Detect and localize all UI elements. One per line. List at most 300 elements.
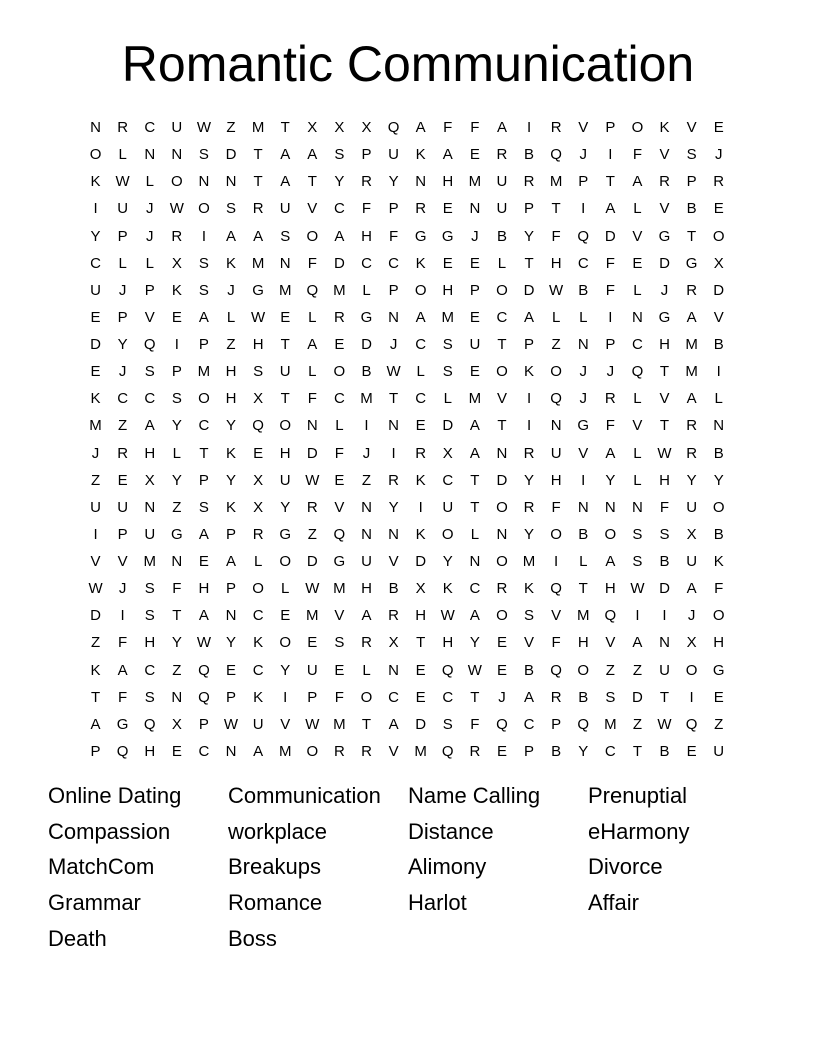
grid-letter: E xyxy=(171,308,182,326)
grid-letter: F xyxy=(714,580,724,598)
grid-letter: C xyxy=(117,390,129,408)
grid-letter: G xyxy=(685,254,698,272)
grid-letter: B xyxy=(551,742,562,760)
grid-letter: W xyxy=(169,200,184,218)
grid-letter: G xyxy=(252,281,264,299)
grid-letter: U xyxy=(388,146,399,164)
grid-letter: U xyxy=(117,498,129,516)
grid-letter: O xyxy=(279,634,292,652)
grid-letter: H xyxy=(550,254,562,272)
grid-letter: S xyxy=(632,525,643,543)
grid-letter: I xyxy=(608,146,613,164)
grid-letter: M xyxy=(333,281,346,299)
grid-letter: Q xyxy=(116,742,129,760)
grid-letter: R xyxy=(252,525,264,543)
grid-letter: F xyxy=(307,390,317,408)
grid-letter: D xyxy=(523,281,535,299)
grid-letter: M xyxy=(278,281,292,299)
grid-letter: U xyxy=(117,200,129,218)
grid-letter: P xyxy=(226,580,237,598)
grid-letter: L xyxy=(145,173,154,191)
grid-letter: N xyxy=(361,525,372,543)
grid-letter: E xyxy=(442,254,453,272)
grid-letter: E xyxy=(632,254,643,272)
grid-letter: H xyxy=(659,471,670,489)
grid-letter: O xyxy=(252,580,264,598)
grid-letter: I xyxy=(662,607,667,625)
grid-letter: V xyxy=(334,498,345,516)
grid-letter: E xyxy=(226,661,237,679)
grid-letter: P xyxy=(198,336,209,354)
grid-letter: U xyxy=(361,553,372,571)
grid-letter: O xyxy=(306,227,319,245)
grid-letter: C xyxy=(252,661,264,679)
grid-letter: P xyxy=(226,525,237,543)
grid-letter: Y xyxy=(226,634,237,652)
grid-letter: T xyxy=(470,498,480,516)
grid-letter: R xyxy=(117,119,129,137)
grid-letter: J xyxy=(145,227,154,245)
grid-letter: R xyxy=(686,444,698,462)
grid-letter: W xyxy=(196,119,211,137)
grid-letter: L xyxy=(714,390,723,408)
grid-letter: W xyxy=(305,715,320,733)
grid-letter: H xyxy=(361,227,372,245)
grid-letter: Z xyxy=(172,498,182,516)
grid-letter: R xyxy=(361,634,372,652)
grid-letter: N xyxy=(496,444,508,462)
grid-letter: N xyxy=(388,417,399,435)
word-list-item: Online Dating xyxy=(48,782,182,808)
grid-letter: A xyxy=(144,417,155,435)
grid-letter: H xyxy=(279,444,291,462)
grid-letter: A xyxy=(469,417,480,435)
grid-letter: E xyxy=(469,308,480,326)
grid-letter: C xyxy=(604,742,616,760)
grid-letter: L xyxy=(362,281,371,299)
grid-letter: K xyxy=(226,498,237,516)
grid-letter: U xyxy=(686,553,698,571)
grid-letter: Y xyxy=(388,173,399,191)
grid-letter: X xyxy=(415,580,426,598)
grid-letter: H xyxy=(550,471,562,489)
grid-letter: W xyxy=(305,580,320,598)
grid-letter: Y xyxy=(280,661,291,679)
grid-letter: G xyxy=(170,525,183,543)
grid-letter: Q xyxy=(198,661,210,679)
grid-letter: B xyxy=(686,200,697,218)
grid-letter: E xyxy=(171,742,182,760)
grid-letter: L xyxy=(633,390,642,408)
grid-letter: K xyxy=(253,688,264,706)
grid-letter: I xyxy=(283,688,288,706)
grid-letter: C xyxy=(333,200,345,218)
grid-letter: P xyxy=(117,308,128,326)
grid-letter: W xyxy=(630,580,645,598)
grid-letter: R xyxy=(523,444,535,462)
grid-letter: W xyxy=(440,607,455,625)
grid-letter: D xyxy=(604,227,616,245)
grid-letter: E xyxy=(334,661,345,679)
grid-letter: U xyxy=(90,498,101,516)
grid-letter: I xyxy=(418,498,423,516)
grid-letter: K xyxy=(415,525,426,543)
grid-letter: H xyxy=(361,580,372,598)
grid-letter: Z xyxy=(632,661,642,679)
grid-letter: N xyxy=(388,661,399,679)
word-list-item: Romance xyxy=(228,890,323,916)
grid-letter: S xyxy=(198,254,209,272)
grid-letter: Q xyxy=(631,363,644,381)
grid-letter: N xyxy=(225,742,237,760)
grid-letter: S xyxy=(144,580,155,598)
grid-letter: N xyxy=(550,417,562,435)
grid-letter: I xyxy=(554,553,559,571)
grid-letter: Y xyxy=(171,471,182,489)
grid-letter: T xyxy=(497,417,507,435)
grid-letter: M xyxy=(89,417,102,435)
grid-letter: O xyxy=(685,661,698,679)
grid-letter: T xyxy=(307,173,317,191)
grid-letter: T xyxy=(605,173,615,191)
grid-letter: T xyxy=(253,146,263,164)
grid-letter: R xyxy=(496,146,508,164)
grid-letter: V xyxy=(388,742,399,760)
grid-letter: T xyxy=(416,634,426,652)
grid-letter: Y xyxy=(388,498,399,516)
grid-letter: D xyxy=(361,336,372,354)
grid-letter: S xyxy=(198,146,209,164)
grid-letter: L xyxy=(633,471,642,489)
grid-letter: E xyxy=(280,308,291,326)
grid-letter: Y xyxy=(469,634,480,652)
grid-letter: X xyxy=(307,119,318,137)
grid-letter: P xyxy=(307,688,318,706)
grid-letter: F xyxy=(605,281,615,299)
grid-letter: A xyxy=(524,308,535,326)
grid-letter: N xyxy=(388,308,399,326)
grid-letter: P xyxy=(388,281,399,299)
grid-letter: E xyxy=(307,634,318,652)
grid-letter: G xyxy=(279,525,292,543)
grid-letter: O xyxy=(441,525,454,543)
grid-letter: J xyxy=(145,200,154,218)
grid-letter: Z xyxy=(90,634,101,652)
grid-letter: Q xyxy=(143,715,156,733)
grid-letter: Q xyxy=(441,742,454,760)
grid-letter: E xyxy=(713,119,724,137)
grid-letter: V xyxy=(524,634,535,652)
grid-letter: C xyxy=(632,336,643,354)
grid-letter: C xyxy=(442,471,454,489)
grid-letter: E xyxy=(415,417,426,435)
grid-letter: F xyxy=(605,254,615,272)
grid-letter: B xyxy=(578,525,589,543)
grid-letter: B xyxy=(496,227,507,245)
grid-letter: D xyxy=(632,688,643,706)
grid-letter: U xyxy=(279,200,291,218)
grid-letter: F xyxy=(388,227,399,245)
grid-letter: Z xyxy=(632,715,642,733)
grid-letter: M xyxy=(333,715,346,733)
grid-letter: E xyxy=(496,661,507,679)
page-title: Romantic Communication xyxy=(121,36,695,92)
grid-letter: T xyxy=(388,390,399,408)
grid-letter: A xyxy=(198,525,209,543)
word-list-item: Harlot xyxy=(408,890,467,916)
grid-letter: D xyxy=(333,254,345,272)
grid-letter: H xyxy=(659,336,670,354)
grid-letter: T xyxy=(632,742,642,760)
grid-letter: B xyxy=(524,661,535,679)
grid-letter: S xyxy=(605,688,616,706)
grid-letter: S xyxy=(198,281,209,299)
grid-letter: S xyxy=(632,553,643,571)
grid-letter: H xyxy=(144,634,156,652)
grid-letter: A xyxy=(334,227,345,245)
letter-grid xyxy=(82,114,732,765)
grid-letter: O xyxy=(279,553,292,571)
grid-letter: R xyxy=(550,688,562,706)
grid-letter: O xyxy=(577,661,590,679)
grid-letter: L xyxy=(281,580,290,598)
grid-letter: C xyxy=(144,390,156,408)
grid-letter: L xyxy=(633,444,642,462)
grid-letter: Q xyxy=(577,227,590,245)
grid-letter: Q xyxy=(143,336,156,354)
grid-letter: T xyxy=(172,607,182,625)
word-list-item: workplace xyxy=(228,818,328,844)
grid-letter: A xyxy=(415,308,426,326)
grid-letter: Q xyxy=(306,281,319,299)
grid-letter: F xyxy=(632,146,642,164)
grid-letter: V xyxy=(551,607,562,625)
grid-letter: A xyxy=(686,580,697,598)
grid-letter: R xyxy=(388,607,399,625)
grid-letter: K xyxy=(524,363,535,381)
grid-letter: Q xyxy=(550,661,562,679)
grid-letter: O xyxy=(333,363,346,381)
grid-letter: T xyxy=(470,471,480,489)
grid-letter: A xyxy=(632,173,643,191)
grid-letter: M xyxy=(197,363,211,381)
grid-letter: P xyxy=(198,715,209,733)
grid-letter: Z xyxy=(118,417,128,435)
grid-letter: U xyxy=(306,661,318,679)
grid-letter: U xyxy=(144,525,156,543)
grid-letter: Z xyxy=(307,525,317,543)
grid-letter: W xyxy=(196,634,211,652)
grid-letter: B xyxy=(713,336,724,354)
grid-letter: J xyxy=(118,363,127,381)
grid-letter: T xyxy=(470,688,480,706)
grid-letter: G xyxy=(441,227,454,245)
grid-letter: M xyxy=(333,580,346,598)
grid-letter: O xyxy=(496,553,508,571)
grid-letter: R xyxy=(659,173,670,191)
grid-letter: R xyxy=(361,173,372,191)
grid-letter: E xyxy=(117,471,128,489)
grid-letter: P xyxy=(686,173,697,191)
grid-letter: N xyxy=(198,173,210,191)
grid-letter: L xyxy=(335,417,344,435)
grid-letter: S xyxy=(686,146,697,164)
grid-letter: V xyxy=(496,390,507,408)
grid-letter: S xyxy=(280,227,291,245)
grid-letter: M xyxy=(278,742,292,760)
grid-letter: A xyxy=(415,119,426,137)
grid-letter: O xyxy=(170,173,183,191)
grid-letter: V xyxy=(659,200,670,218)
grid-letter: S xyxy=(144,607,155,625)
grid-letter: I xyxy=(581,471,586,489)
grid-letter: M xyxy=(251,254,265,272)
grid-letter: A xyxy=(469,607,480,625)
grid-letter: M xyxy=(468,173,482,191)
grid-letter: Y xyxy=(171,634,182,652)
grid-letter: I xyxy=(364,417,369,435)
grid-letter: R xyxy=(604,390,616,408)
grid-letter: B xyxy=(659,742,670,760)
grid-letter: H xyxy=(577,634,589,652)
grid-letter: M xyxy=(251,119,265,137)
grid-letter: C xyxy=(577,254,589,272)
grid-letter: N xyxy=(659,634,670,652)
grid-letter: V xyxy=(632,227,643,245)
grid-letter: W xyxy=(115,173,130,191)
grid-letter: U xyxy=(279,363,291,381)
grid-letter: R xyxy=(523,498,535,516)
grid-letter: V xyxy=(578,119,589,137)
grid-letter: U xyxy=(442,498,454,516)
grid-letter: R xyxy=(252,200,264,218)
grid-letter: F xyxy=(551,498,561,516)
grid-letter: H xyxy=(442,281,454,299)
grid-letter: X xyxy=(253,471,264,489)
grid-letter: R xyxy=(306,498,318,516)
grid-letter: X xyxy=(144,471,155,489)
grid-letter: B xyxy=(361,363,372,381)
grid-letter: Z xyxy=(172,661,182,679)
grid-letter: H xyxy=(144,742,156,760)
grid-letter: D xyxy=(306,553,318,571)
grid-letter: M xyxy=(522,553,536,571)
grid-letter: S xyxy=(334,146,345,164)
grid-letter: R xyxy=(415,200,427,218)
grid-letter: W xyxy=(88,580,103,598)
grid-letter: O xyxy=(360,688,373,706)
grid-letter: V xyxy=(90,553,101,571)
grid-letter: F xyxy=(334,444,344,462)
grid-letter: F xyxy=(172,580,182,598)
grid-letter: Z xyxy=(714,715,724,733)
grid-letter: M xyxy=(576,607,590,625)
grid-letter: Q xyxy=(198,688,210,706)
grid-letter: R xyxy=(523,173,535,191)
grid-letter: N xyxy=(225,173,237,191)
grid-letter: P xyxy=(524,336,535,354)
grid-letter: P xyxy=(605,119,616,137)
grid-letter: S xyxy=(144,363,155,381)
grid-letter: K xyxy=(415,146,426,164)
grid-letter: I xyxy=(689,688,694,706)
grid-letter: V xyxy=(388,553,399,571)
grid-letter: N xyxy=(171,688,183,706)
word-list-item: Grammar xyxy=(48,890,141,916)
grid-letter: L xyxy=(579,553,588,571)
grid-letter: L xyxy=(118,146,127,164)
grid-letter: P xyxy=(388,200,399,218)
grid-letter: K xyxy=(171,281,182,299)
grid-letter: Y xyxy=(226,471,237,489)
grid-letter: E xyxy=(280,607,291,625)
word-list-item: Breakups xyxy=(228,854,321,880)
grid-letter: N xyxy=(632,498,643,516)
grid-letter: D xyxy=(90,607,101,625)
grid-letter: J xyxy=(660,281,669,299)
grid-letter: L xyxy=(362,661,371,679)
grid-letter: D xyxy=(713,281,725,299)
grid-letter: X xyxy=(253,498,264,516)
grid-letter: K xyxy=(415,254,426,272)
grid-letter: S xyxy=(253,363,264,381)
grid-letter: D xyxy=(659,254,670,272)
grid-letter: O xyxy=(198,200,210,218)
grid-letter: E xyxy=(496,634,507,652)
grid-letter: L xyxy=(226,308,236,326)
grid-letter: K xyxy=(226,444,237,462)
grid-letter: U xyxy=(252,715,264,733)
grid-letter: T xyxy=(361,715,372,733)
word-list-item: Compassion xyxy=(48,818,171,844)
grid-letter: S xyxy=(334,634,345,652)
grid-letter: A xyxy=(226,553,237,571)
grid-letter: J xyxy=(714,146,723,164)
grid-letter: D xyxy=(659,580,670,598)
grid-letter: Y xyxy=(117,336,128,354)
grid-letter: L xyxy=(497,254,507,272)
grid-letter: E xyxy=(334,336,345,354)
grid-letter: A xyxy=(90,715,101,733)
grid-letter: T xyxy=(253,173,263,191)
grid-letter: R xyxy=(171,227,183,245)
grid-letter: U xyxy=(686,498,698,516)
grid-letter: J xyxy=(579,390,587,408)
grid-letter: Q xyxy=(550,390,562,408)
grid-letter: I xyxy=(93,525,98,543)
grid-letter: B xyxy=(524,146,535,164)
grid-letter: L xyxy=(443,390,452,408)
grid-letter: C xyxy=(415,390,427,408)
grid-letter: A xyxy=(226,227,237,245)
grid-letter: A xyxy=(280,146,291,164)
grid-letter: Z xyxy=(551,336,561,354)
grid-letter: W xyxy=(223,715,239,733)
grid-letter: M xyxy=(549,173,563,191)
grid-letter: P xyxy=(117,227,128,245)
grid-letter: R xyxy=(713,173,725,191)
grid-letter: C xyxy=(388,688,399,706)
grid-letter: T xyxy=(90,688,101,706)
grid-letter: V xyxy=(659,390,670,408)
grid-letter: A xyxy=(605,200,616,218)
grid-letter: O xyxy=(712,227,725,245)
grid-letter: B xyxy=(713,525,724,543)
grid-letter: E xyxy=(469,146,480,164)
grid-letter: L xyxy=(308,308,317,326)
grid-letter: N xyxy=(469,200,481,218)
grid-letter: V xyxy=(632,417,643,435)
